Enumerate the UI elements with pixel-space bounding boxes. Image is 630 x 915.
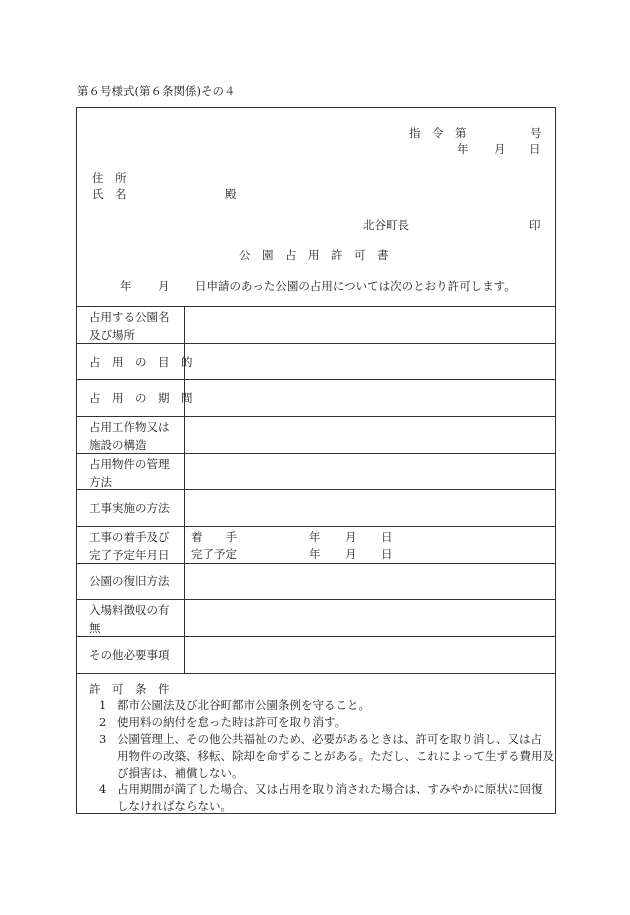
issuer: 北谷町長 [363,218,409,232]
directive-number-label: 指 令 第 [409,126,467,140]
row-divider [77,526,555,527]
row-divider [77,416,555,417]
schedule-end-day: 日 [381,547,393,561]
condition-number: 3 [99,732,107,746]
address-label: 住 所 [92,171,127,185]
number-suffix: 号 [530,126,542,140]
table-row-label: 占 用 の 目 的 [89,355,193,369]
schedule-start-year: 年 [309,530,321,544]
intro-month: 月 [158,279,170,293]
schedule-end-month: 月 [345,547,357,561]
conditions-heading: 許 可 条 件 [89,682,170,696]
table-row-label: 占 用 の 期 間 [89,391,193,405]
table-row-label: 公園の復旧方法 [89,574,170,588]
table-row-label: 占用工作物又は 施設の構造 [89,420,170,452]
condition-number: 4 [99,782,107,796]
table-row-label: その他必要事項 [89,648,170,662]
condition-number: 1 [99,698,107,712]
table-bottom-border [77,673,555,674]
date-year: 年 [457,142,469,156]
honorific: 殿 [225,187,237,201]
schedule-start-month: 月 [345,530,357,544]
table-row-label: 占用物件の管理 方法 [89,457,170,489]
seal-mark: 印 [529,218,541,232]
intro-text: 日申請のあった公園の占用については次のとおり許可します。 [195,279,516,293]
row-divider [77,599,555,600]
schedule-start-label: 着 手 [191,530,237,544]
condition-item: 都市公園法及び北谷町都市公園条例を守ること。 [117,698,370,712]
name-label: 氏 名 [92,187,127,201]
condition-item: 公園管理上、その他公共福祉のため、必要があるときは、許可を取り消し、又は占 用物件の改築、移転、除却を命ずることがある。ただし、これによって生ずる費用及 び損害は、補償しない。 [117,732,554,780]
table-row-label: 工事実施の方法 [89,501,170,515]
form-title: 第６号様式(第６条関係)その４ [77,84,236,98]
permit-form [76,107,556,814]
table-row-label: 占用する公園名 及び場所 [89,310,170,342]
table-top-border [77,306,555,307]
intro-year: 年 [120,279,132,293]
document-title: 公 園 占 用 許 可 書 [239,248,389,262]
schedule-end-label: 完了予定 [191,547,237,561]
date-day: 日 [529,142,541,156]
table-row-label: 入場料徴収の有 無 [89,603,170,635]
date-month: 月 [494,142,506,156]
row-divider [77,379,555,380]
schedule-end-year: 年 [309,547,321,561]
condition-item: 占用期間が満了した場合、又は占用を取り消された場合は、すみやかに原状に回復 しなければならない。 [117,782,543,813]
condition-item: 使用料の納付を怠った時は許可を取り消す。 [117,715,347,729]
table-row-label: 工事の着手及び 完了予定年月日 [89,530,170,562]
schedule-start-day: 日 [381,530,393,544]
condition-number: 2 [99,715,107,729]
